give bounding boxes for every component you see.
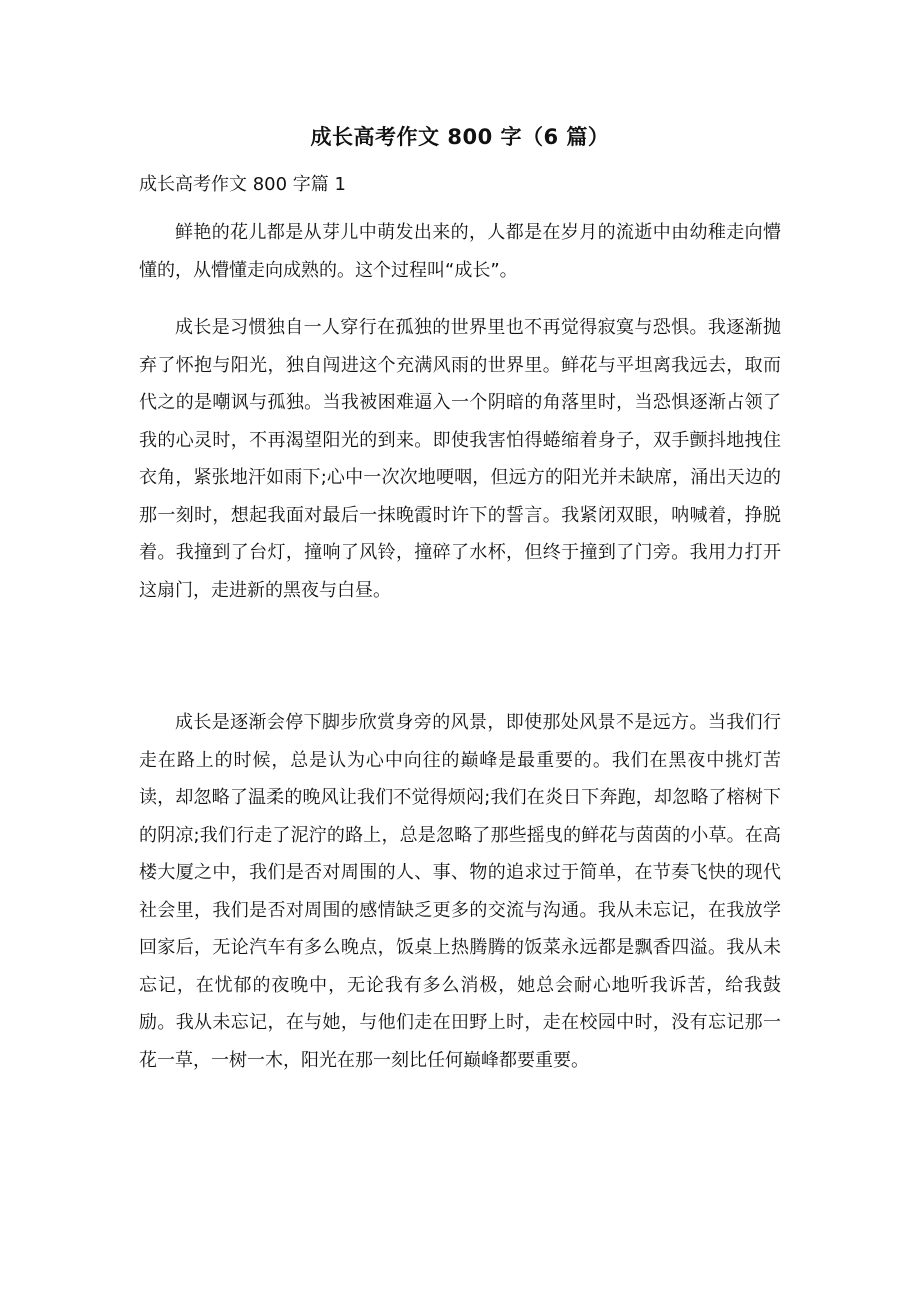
paragraph: 鲜艳的花儿都是从芽儿中萌发出来的，人都是在岁月的流逝中由幼稚走向懵懂的，从懵懂走向成熟的。这个过程叫“成长”。 bbox=[139, 222, 781, 281]
paragraph: 成长是逐渐会停下脚步欣赏身旁的风景，即使那处风景不是远方。当我们行走在路上的时候，总是认为心中向往的巅峰是最重要的。我们在黑夜中挑灯苦读，却忽略了温柔的晚风让我们不觉得烦闷;我们在炎日下奔跑，却忽略了榕树下的阴凉;我们行走了泥泞的路上，总是忽略了那些摇曳的鲜花与茵茵的小草。在高楼大厦之中，我们是否对周围的人、事、物的追求过于简单，在节奏飞快的现代社会里，我们是否对周围的感情缺乏更多的交流与沟通。我从未忘记，在我放学回家后，无论汽车有多么晚点，饭桌上热腾腾的饭菜永远都是飘香四溢。我从未忘记，在忧郁的夜晚中，无论我有多么消极，她总会耐心地听我诉苦，给我鼓励。我从未忘记，在与她，与他们走在田野上时，走在校园中时，没有忘记那一花一草，一树一木，阳光在那一刻比任何巅峰都要重要。 bbox=[139, 712, 781, 1071]
paragraph: 成长是习惯独自一人穿行在孤独的世界里也不再觉得寂寞与恐惧。我逐渐抛弃了怀抱与阳光，独自闯进这个充满风雨的世界里。鲜花与平坦离我远去，取而代之的是嘲讽与孤独。当我被困难逼入一个阴暗的角落里时，当恐惧逐渐占领了我的心灵时，不再渴望阳光的到来。即使我害怕得蜷缩着身子，双手颤抖地拽住衣角，紧张地汗如雨下;心中一次次地哽咽，但远方的阳光并未缺席，涌出天边的那一刻时，想起我面对最后一抹晚霞时许下的誓言。我紧闭双眼，呐喊着，挣脱着。我撞到了台灯，撞响了风铃，撞碎了水杯，但终于撞到了门旁。我用力打开这扇门，走进新的黑夜与白昼。 bbox=[139, 317, 781, 601]
document-title: 成长高考作文 800 字（6 篇） bbox=[310, 125, 610, 149]
section-heading: 成长高考作文 800 字篇 1 bbox=[139, 174, 346, 195]
